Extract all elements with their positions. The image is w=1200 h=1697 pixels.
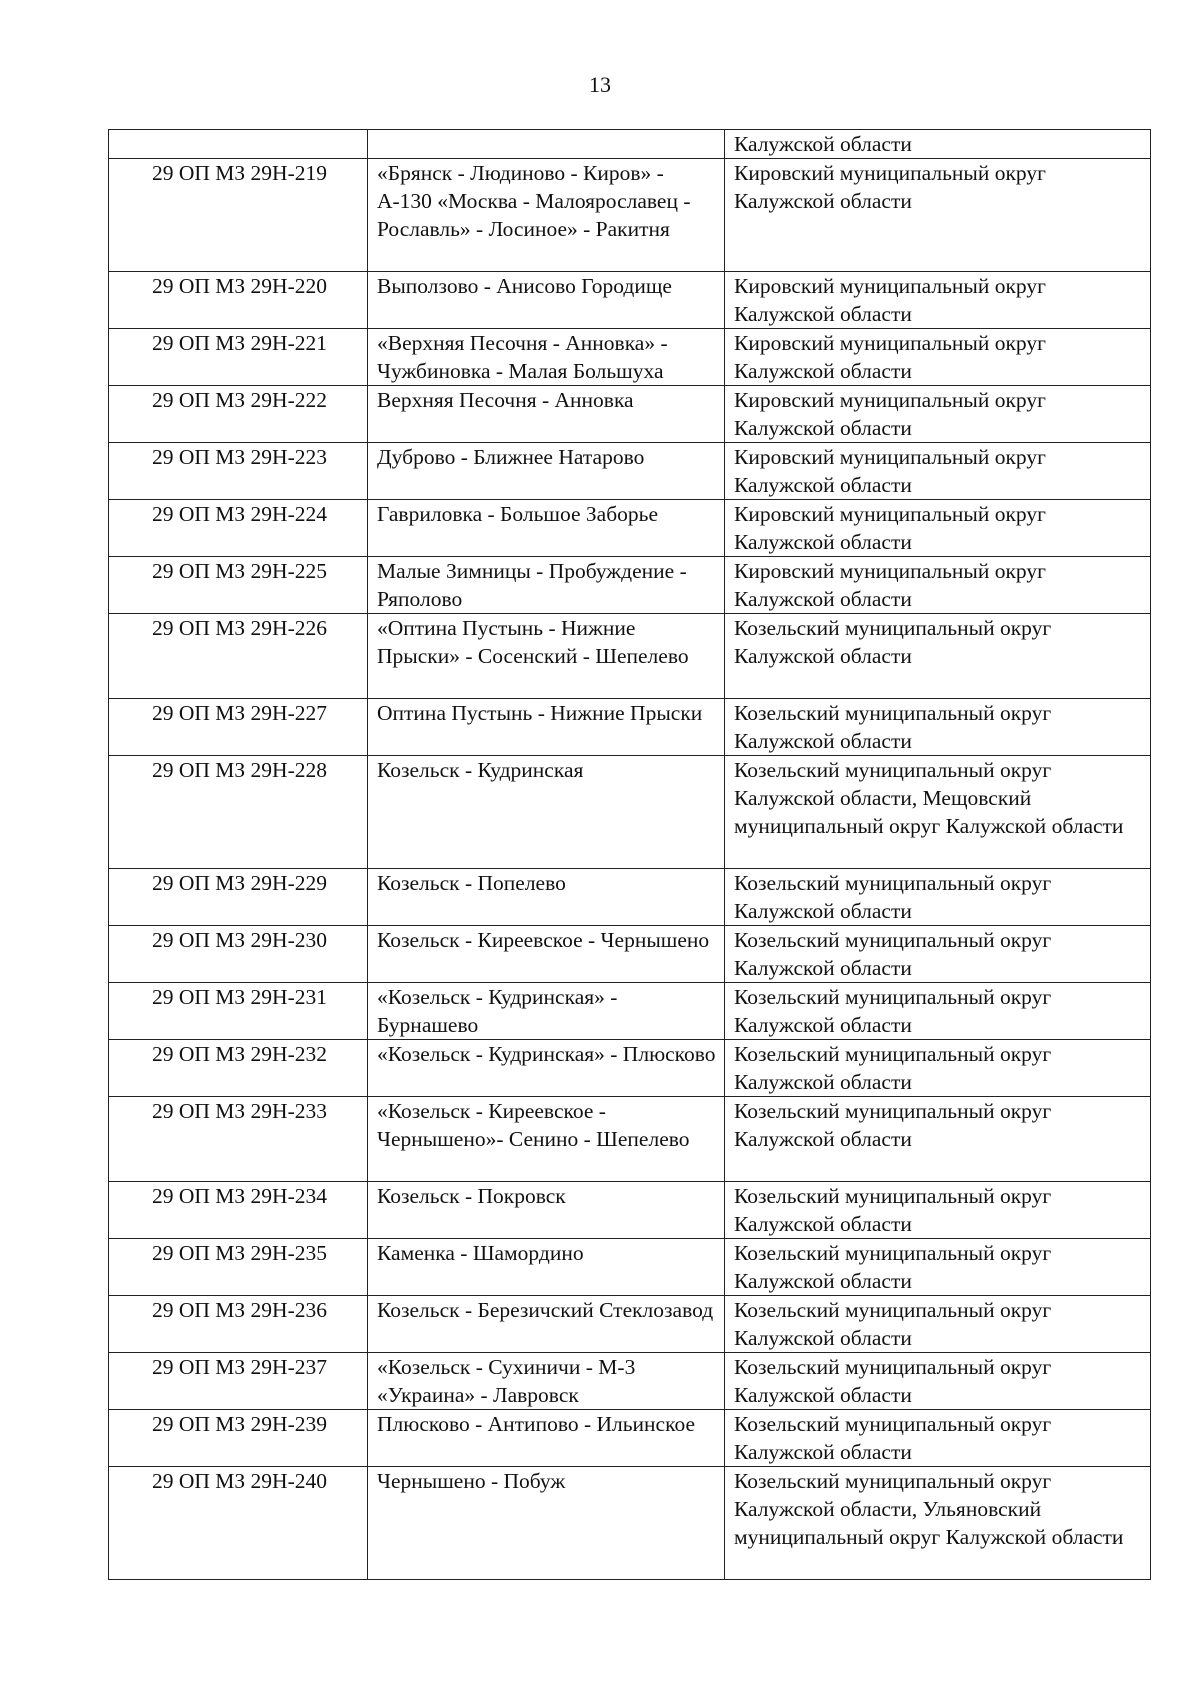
road-code-cell: 29 ОП МЗ 29Н-223 (109, 443, 368, 500)
road-name-cell: «Козельск - Сухиничи - М-3 «Украина» - Лавровск (368, 1353, 725, 1410)
district-cell: Козельский муниципальный округ Калужской области (725, 614, 1151, 699)
road-code-cell: 29 ОП МЗ 29Н-224 (109, 500, 368, 557)
road-name-cell: «Козельск - Кудринская» - Плюсково (368, 1040, 725, 1097)
road-name-cell: Плюсково - Антипово - Ильинское (368, 1410, 725, 1467)
table-row (109, 500, 1151, 557)
district-cell: Кировский муниципальный округ Калужской области (725, 443, 1151, 500)
road-code-cell: 29 ОП МЗ 29Н-222 (109, 386, 368, 443)
table-row (109, 614, 1151, 699)
table-row (109, 756, 1151, 869)
road-code-cell: 29 ОП МЗ 29Н-228 (109, 756, 368, 869)
table-row (109, 1182, 1151, 1239)
table-row (109, 926, 1151, 983)
district-cell: Козельский муниципальный округ Калужской области (725, 1296, 1151, 1353)
road-name-cell: Козельск - Попелево (368, 869, 725, 926)
table-row (109, 272, 1151, 329)
road-code-cell: 29 ОП МЗ 29Н-221 (109, 329, 368, 386)
table-row (109, 443, 1151, 500)
road-name-cell: Каменка - Шамордино (368, 1239, 725, 1296)
road-name-cell: Верхняя Песочня - Анновка (368, 386, 725, 443)
district-cell: Кировский муниципальный округ Калужской области (725, 500, 1151, 557)
table-row (109, 1296, 1151, 1353)
table-row (109, 1467, 1151, 1580)
road-code-cell: 29 ОП МЗ 29Н-226 (109, 614, 368, 699)
road-name-cell: Дуброво - Ближнее Натарово (368, 443, 725, 500)
road-code-cell: 29 ОП МЗ 29Н-227 (109, 699, 368, 756)
table-row (109, 869, 1151, 926)
road-code-cell: 29 ОП МЗ 29Н-229 (109, 869, 368, 926)
road-code-cell: 29 ОП МЗ 29Н-231 (109, 983, 368, 1040)
table-row (109, 557, 1151, 614)
road-name-cell: «Козельск - Кудринская» - Бурнашево (368, 983, 725, 1040)
table-row (109, 130, 1151, 159)
road-name-cell: «Оптина Пустынь - Нижние Прыски» - Сосенский - Шепелево (368, 614, 725, 699)
district-cell: Козельский муниципальный округ Калужской области (725, 1040, 1151, 1097)
road-code-cell: 29 ОП МЗ 29Н-240 (109, 1467, 368, 1580)
road-name-cell: Выползово - Анисово Городище (368, 272, 725, 329)
road-name-cell (368, 130, 725, 159)
district-cell: Козельский муниципальный округ Калужской области (725, 926, 1151, 983)
road-name-cell: Гавриловка - Большое Заборье (368, 500, 725, 557)
road-name-cell: Козельск - Березичский Стеклозавод (368, 1296, 725, 1353)
table-row (109, 386, 1151, 443)
road-name-cell: Козельск - Киреевское - Чернышено (368, 926, 725, 983)
table-row (109, 1097, 1151, 1182)
roads-table (108, 129, 1151, 1580)
road-code-cell: 29 ОП МЗ 29Н-239 (109, 1410, 368, 1467)
road-name-cell: «Верхняя Песочня - Анновка» - Чужбиновка - Малая Большуха (368, 329, 725, 386)
road-code-cell (109, 130, 368, 159)
road-code-cell: 29 ОП МЗ 29Н-234 (109, 1182, 368, 1239)
road-name-cell: «Брянск - Людиново - Киров» - А-130 «Москва - Малоярославец - Рославль» - Лосиное» - Ракитня (368, 159, 725, 272)
district-cell: Козельский муниципальный округ Калужской области (725, 869, 1151, 926)
road-code-cell: 29 ОП МЗ 29Н-233 (109, 1097, 368, 1182)
table-row (109, 1353, 1151, 1410)
table-row (109, 329, 1151, 386)
road-code-cell: 29 ОП МЗ 29Н-235 (109, 1239, 368, 1296)
road-name-cell: Малые Зимницы - Пробуждение - Ряполово (368, 557, 725, 614)
road-code-cell: 29 ОП МЗ 29Н-230 (109, 926, 368, 983)
road-code-cell: 29 ОП МЗ 29Н-232 (109, 1040, 368, 1097)
district-cell: Козельский муниципальный округ Калужской области (725, 983, 1151, 1040)
road-code-cell: 29 ОП МЗ 29Н-237 (109, 1353, 368, 1410)
district-cell: Козельский муниципальный округ Калужской области (725, 1239, 1151, 1296)
table-row (109, 1239, 1151, 1296)
road-code-cell: 29 ОП МЗ 29Н-220 (109, 272, 368, 329)
road-code-cell: 29 ОП МЗ 29Н-236 (109, 1296, 368, 1353)
district-cell: Кировский муниципальный округ Калужской области (725, 557, 1151, 614)
district-cell: Козельский муниципальный округ Калужской области, Мещовский муниципальный округ Калужской области (725, 756, 1151, 869)
district-cell: Кировский муниципальный округ Калужской области (725, 159, 1151, 272)
road-name-cell: Чернышено - Побуж (368, 1467, 725, 1580)
district-cell: Козельский муниципальный округ Калужской области (725, 1410, 1151, 1467)
district-cell: Козельский муниципальный округ Калужской области (725, 699, 1151, 756)
table-row (109, 1040, 1151, 1097)
district-cell: Козельский муниципальный округ Калужской области (725, 1097, 1151, 1182)
table-row (109, 699, 1151, 756)
roads-table-body (109, 130, 1151, 1580)
district-cell: Козельский муниципальный округ Калужской области, Ульяновский муниципальный округ Калужской области (725, 1467, 1151, 1580)
district-cell: Козельский муниципальный округ Калужской области (725, 1182, 1151, 1239)
road-name-cell: Козельск - Кудринская (368, 756, 725, 869)
district-cell: Кировский муниципальный округ Калужской области (725, 386, 1151, 443)
road-name-cell: «Козельск - Киреевское - Чернышено»- Сенино - Шепелево (368, 1097, 725, 1182)
road-name-cell: Козельск - Покровск (368, 1182, 725, 1239)
page-number: 13 (589, 72, 611, 97)
table-row (109, 159, 1151, 272)
table-row (109, 1410, 1151, 1467)
road-name-cell: Оптина Пустынь - Нижние Прыски (368, 699, 725, 756)
district-cell: Кировский муниципальный округ Калужской области (725, 329, 1151, 386)
district-cell: Кировский муниципальный округ Калужской области (725, 272, 1151, 329)
table-row (109, 983, 1151, 1040)
district-cell: Калужской области (725, 130, 1151, 159)
road-code-cell: 29 ОП МЗ 29Н-225 (109, 557, 368, 614)
road-code-cell: 29 ОП МЗ 29Н-219 (109, 159, 368, 272)
district-cell: Козельский муниципальный округ Калужской области (725, 1353, 1151, 1410)
